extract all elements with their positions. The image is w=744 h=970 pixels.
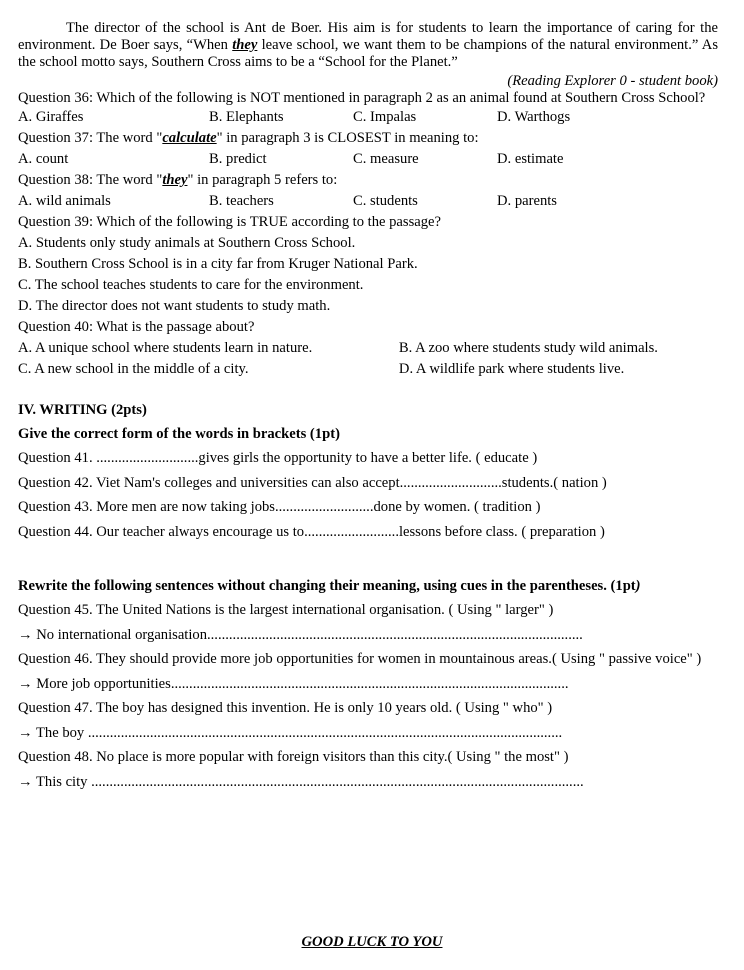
question-39-option-c: C. The school teaches students to care for the environment.: [18, 277, 364, 293]
passage-highlight-they: they: [232, 37, 258, 53]
question-43: Question 43. More men are now taking jobs...........................done by women. ( tradition ): [18, 499, 541, 515]
option-c: C. Impalas: [353, 109, 417, 125]
option-a: A. count: [18, 151, 69, 167]
worksheet-page: [18, 20, 718, 794]
rewrite-instructions-text: Rewrite the following sentences without changing their meaning, using cues in the parentheses. (1pt: [18, 578, 636, 594]
passage-text-end: leave school, we want them to be champions of the natural environment.” As the school motto says, Southern Cross aims to be a “School for the Planet.”: [18, 37, 719, 70]
option-b: B. teachers: [209, 193, 274, 209]
question-39-option-a: A. Students only study animals at Southern Cross School.: [18, 235, 356, 251]
rewrite-instructions-end: ): [635, 578, 641, 594]
question-38: [18, 170, 718, 191]
question-38-options: [18, 191, 718, 212]
question-37-word: calculate: [162, 130, 217, 146]
word-form-instructions: Give the correct form of the words in brackets (1pt): [18, 426, 340, 442]
question-37-options: [18, 149, 718, 170]
option-b: B. predict: [209, 151, 267, 167]
passage-source: (Reading Explorer 0 - student book): [507, 73, 718, 89]
option-c: C. A new school in the middle of a city.: [18, 361, 249, 377]
question-38-word: they: [162, 172, 188, 188]
question-40-options-row2: [18, 359, 718, 380]
question-39: Question 39: Which of the following is TRUE according to the passage?: [18, 214, 441, 230]
option-a: A. wild animals: [18, 193, 111, 209]
question-37-pre: Question 37: The word ": [18, 130, 163, 146]
question-39-option-b: B. Southern Cross School is in a city far from Kruger National Park.: [18, 256, 418, 272]
question-39-option-d: D. The director does not want students to study math.: [18, 298, 331, 314]
option-d: D. parents: [497, 193, 557, 209]
option-d: D. A wildlife park where students live.: [398, 361, 625, 377]
question-40: Question 40: What is the passage about?: [18, 319, 255, 335]
option-c: C. measure: [353, 151, 419, 167]
passage-paragraph: [18, 20, 718, 71]
question-48: Question 48. No place is more popular with foreign visitors than this city.( Using " the most" ): [18, 749, 569, 765]
question-46: Question 46. They should provide more job opportunities for women in mountainous areas.( Using " passive voice" ): [18, 651, 702, 667]
question-36-options: [18, 107, 718, 128]
option-b: B. Elephants: [209, 109, 284, 125]
answer-line-46: → More job opportunities.............................................................................................................: [18, 675, 569, 692]
writing-heading: IV. WRITING (2pts): [18, 402, 147, 418]
answer-line-45: → No international organisation.......................................................................................................: [18, 626, 583, 643]
question-37: [18, 128, 718, 149]
option-d: D. estimate: [497, 151, 564, 167]
footer-good-luck: GOOD LUCK TO YOU: [301, 934, 443, 950]
option-c: C. students: [353, 193, 418, 209]
question-42: Question 42. Viet Nam's colleges and universities can also accept............................students.( nation ): [18, 474, 607, 491]
passage-text-start: The director of the school is Ant de Boer. His aim is for students to learn the importance of caring for the environment. De Boer says, “When: [18, 20, 718, 53]
option-a: A. Giraffes: [18, 109, 84, 125]
question-41: Question 41. ............................gives girls the opportunity to have a better life. ( educate ): [18, 450, 538, 466]
question-44: Question 44. Our teacher always encourage us to..........................lessons before class. ( preparation ): [18, 523, 605, 540]
answer-line-47: → The boy ..................................................................................................................................: [18, 724, 563, 741]
question-40-options-row1: [18, 338, 718, 359]
option-d: D. Warthogs: [497, 109, 571, 125]
rewrite-instructions: [18, 574, 718, 598]
question-36: Question 36: Which of the following is NOT mentioned in paragraph 2 as an animal found at Southern Cross School?: [18, 90, 706, 106]
question-38-pre: Question 38: The word ": [18, 172, 163, 188]
question-45: Question 45. The United Nations is the largest international organisation. ( Using " larger" ): [18, 602, 554, 618]
question-47: Question 47. The boy has designed this invention. He is only 10 years old. ( Using " who" ): [18, 700, 553, 716]
option-a: A. A unique school where students learn in nature.: [18, 340, 313, 356]
option-b: B. A zoo where students study wild animals.: [398, 340, 658, 356]
question-38-post: " in paragraph 5 refers to:: [187, 172, 338, 188]
question-37-post: " in paragraph 3 is CLOSEST in meaning to:: [216, 130, 479, 146]
answer-line-48: → This city .......................................................................................................................................: [18, 773, 584, 790]
